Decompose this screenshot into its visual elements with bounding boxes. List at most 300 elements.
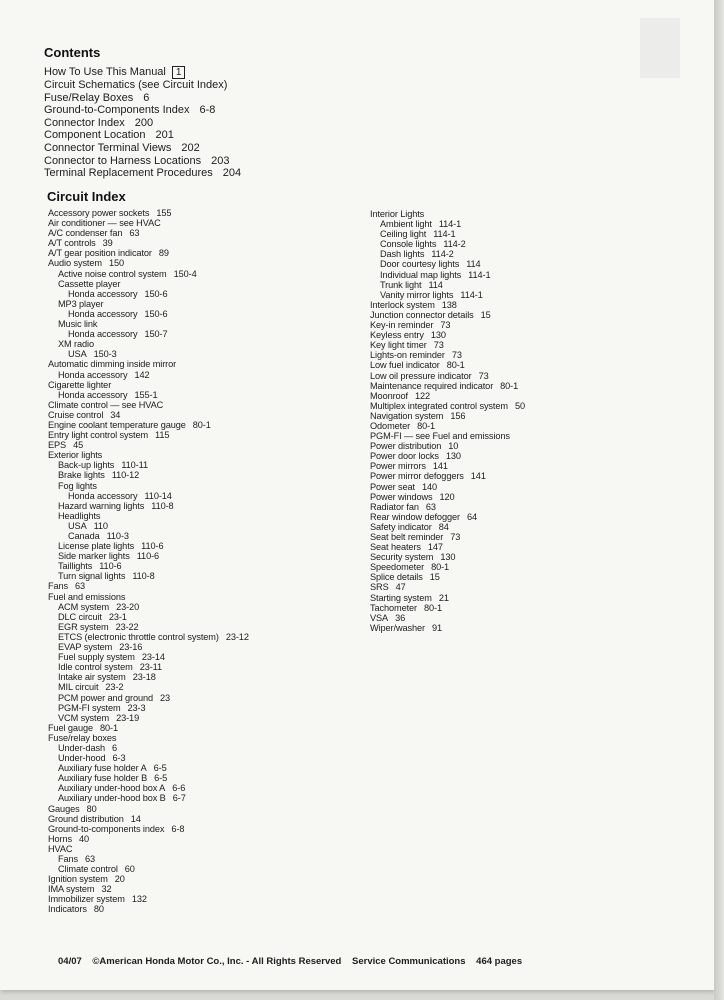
entry-label: Canada	[68, 531, 100, 541]
index-entry	[370, 572, 525, 582]
index-entry	[370, 461, 525, 471]
entry-page-number: 73	[450, 532, 461, 542]
index-entry	[48, 854, 249, 864]
index-entry	[48, 793, 249, 803]
entry-page-number: 141	[432, 461, 448, 472]
index-entry	[48, 763, 249, 773]
entry-page-number: 150-6	[144, 288, 168, 299]
entry-page-number: 114-1	[433, 229, 456, 240]
entry-page-number: 114	[466, 259, 481, 270]
entry-page-number: 155	[156, 208, 172, 218]
index-entry	[370, 502, 525, 512]
entry-page-number: 50	[514, 400, 525, 411]
index-entry	[48, 339, 249, 349]
entry-label: Power mirrors	[370, 461, 426, 472]
index-entry	[370, 249, 525, 259]
entry-label: Auxiliary fuse holder A	[58, 763, 147, 774]
entry-page-number: 73	[433, 340, 444, 351]
entry-page-number: 23-1	[108, 611, 127, 622]
entry-page-number: 63	[425, 501, 436, 512]
index-entry	[48, 370, 249, 380]
entry-label: USA	[68, 520, 87, 531]
entry-page-number: 150	[108, 258, 124, 269]
entry-page-number: 80	[86, 803, 97, 814]
index-entry	[48, 713, 249, 723]
entry-label: Seat belt reminder	[370, 532, 444, 542]
entry-page-number: 73	[478, 370, 489, 381]
index-entry	[370, 421, 525, 431]
entry-page-number: 114-1	[438, 219, 462, 230]
index-entry	[48, 218, 249, 228]
page-footer	[58, 956, 530, 967]
entry-label: Idle control system	[58, 662, 133, 673]
index-entry	[48, 693, 249, 703]
circuit-index-heading: Circuit Index	[47, 189, 126, 204]
entry-page-number: 6	[143, 91, 150, 104]
index-entry	[370, 259, 525, 269]
index-entry	[48, 561, 249, 571]
entry-label: Climate control	[58, 864, 118, 875]
entry-label: Interlock system	[370, 299, 435, 310]
index-entry	[370, 280, 525, 290]
index-entry	[48, 289, 249, 299]
index-entry	[48, 672, 249, 682]
entry-label: Honda accessory	[68, 329, 138, 340]
index-entry	[370, 532, 525, 542]
entry-label: A/T controls	[48, 238, 96, 249]
index-entry	[48, 541, 249, 551]
index-entry	[48, 390, 249, 400]
entry-page-number: 130	[440, 552, 456, 563]
entry-label: Headlights	[58, 510, 101, 521]
entry-page-number: 60	[124, 864, 135, 875]
contents-item	[44, 142, 241, 155]
page-edge	[714, 0, 724, 1000]
entry-page-number: 23-18	[132, 672, 156, 683]
index-entry	[48, 238, 249, 248]
index-entry	[370, 603, 525, 613]
entry-label: VSA	[370, 612, 389, 623]
entry-page-number: 6-8	[171, 823, 185, 834]
index-entry	[370, 431, 525, 441]
index-entry	[370, 360, 525, 370]
entry-page-number: 20	[114, 874, 125, 885]
index-entry	[370, 451, 525, 461]
entry-page-number: 23-16	[119, 642, 143, 653]
entry-label: Power windows	[370, 491, 433, 502]
entry-label: Honda accessory	[68, 288, 138, 299]
entry-label: Immobilizer system	[48, 894, 125, 905]
entry-page-number: 114-1	[468, 269, 491, 280]
entry-page-number: 200	[134, 116, 154, 129]
index-entry	[48, 814, 249, 824]
entry-label: Brake lights	[58, 470, 105, 481]
index-entry	[48, 269, 249, 279]
entry-page-number: 156	[450, 410, 466, 421]
index-entry	[48, 521, 249, 531]
index-entry	[370, 411, 525, 421]
index-entry	[48, 642, 249, 652]
index-entry	[48, 309, 249, 319]
footer-page-count: 464 pages	[476, 956, 523, 967]
index-entry	[48, 511, 249, 521]
entry-label: Entry light control system	[48, 430, 149, 441]
contents-item	[44, 79, 241, 92]
entry-page-number: 73	[440, 320, 451, 331]
entry-label: Individual map lights	[380, 269, 462, 280]
entry-page-number: 140	[421, 481, 437, 492]
index-entry	[370, 441, 525, 451]
contents-item	[44, 117, 241, 130]
entry-page-number: 110-12	[111, 470, 140, 481]
entry-page-number: 110-11	[121, 460, 148, 471]
index-entry	[370, 593, 525, 603]
index-entry	[370, 300, 525, 310]
entry-label: EVAP system	[58, 642, 113, 653]
entry-label: VCM system	[58, 712, 110, 723]
index-entry	[370, 391, 525, 401]
entry-label: Hazard warning lights	[58, 500, 145, 511]
entry-label: Speedometer	[370, 562, 425, 573]
index-entry	[48, 662, 249, 672]
entry-page-number: 23-14	[141, 652, 165, 663]
footer-publisher: Service Communications	[352, 956, 466, 967]
entry-label: Cruise control	[48, 409, 104, 420]
circuit-index-right-column	[370, 209, 525, 633]
index-entry	[370, 310, 525, 320]
entry-label: HVAC	[48, 843, 73, 854]
entry-label: Ambient light	[380, 219, 432, 230]
index-entry	[370, 542, 525, 552]
index-entry	[48, 733, 249, 743]
entry-label: Honda accessory	[68, 308, 138, 319]
index-entry	[48, 571, 249, 581]
index-entry	[370, 330, 525, 340]
entry-page-number: 63	[85, 854, 96, 864]
index-entry	[48, 491, 249, 501]
index-entry	[48, 450, 249, 460]
entry-label: Ground-to-Components Index	[44, 104, 190, 117]
entry-page-number: 6-6	[172, 783, 186, 794]
index-entry	[370, 401, 525, 411]
index-entry	[48, 592, 249, 602]
entry-label: License plate lights	[58, 541, 135, 552]
index-entry	[48, 652, 249, 662]
entry-page-number: 15	[480, 309, 491, 320]
index-entry	[48, 894, 249, 904]
index-entry	[370, 613, 525, 623]
entry-page-number: 80	[93, 904, 104, 915]
contents-list	[44, 66, 241, 180]
entry-page-number: 114-1	[460, 289, 483, 300]
index-entry	[48, 753, 249, 763]
entry-page-number: 110-14	[144, 490, 172, 501]
entry-label: PGM-FI system	[58, 702, 121, 713]
entry-label: EGR system	[58, 621, 109, 632]
index-entry	[48, 349, 249, 359]
entry-page-number: 23-3	[127, 702, 146, 713]
index-entry	[48, 581, 249, 591]
entry-page-number: 23-2	[105, 682, 124, 693]
index-entry	[48, 380, 249, 390]
index-entry	[48, 612, 249, 622]
entry-label: Junction connector details	[370, 309, 474, 320]
entry-label: Ignition system	[48, 874, 108, 885]
entry-label: PCM power and ground	[58, 692, 154, 703]
index-entry	[48, 632, 249, 642]
index-entry	[48, 602, 249, 612]
index-entry	[48, 904, 249, 914]
entry-page-number: 114	[428, 279, 443, 290]
entry-page-number: 110-8	[151, 500, 174, 511]
index-entry	[370, 350, 525, 360]
entry-page-number: 138	[441, 299, 457, 310]
entry-label: ACM system	[58, 601, 110, 612]
entry-page-number: 63	[75, 581, 86, 592]
index-entry	[48, 329, 249, 339]
index-entry	[48, 279, 249, 289]
entry-label: Fuel and emissions	[48, 591, 126, 602]
entry-label: Moonroof	[370, 390, 409, 401]
index-entry	[48, 622, 249, 632]
entry-page-number: 110-6	[141, 541, 164, 552]
entry-label: Lights-on reminder	[370, 350, 445, 361]
entry-page-number: 110-6	[136, 551, 160, 562]
entry-label: Turn signal lights	[58, 571, 126, 582]
entry-page-number: 120	[439, 491, 455, 502]
index-entry	[48, 864, 249, 874]
contents-item	[44, 66, 241, 79]
entry-page-number: 80-1	[424, 602, 442, 613]
entry-label: Accessory power sockets	[48, 208, 150, 218]
entry-label: Splice details	[370, 572, 423, 583]
entry-label: Security system	[370, 552, 434, 563]
index-entry	[370, 492, 525, 502]
entry-page-number: 6-5	[153, 763, 167, 774]
entry-label: Automatic dimming inside mirror	[48, 359, 177, 370]
entry-page-number: 141	[470, 471, 486, 482]
entry-label: Music link	[58, 319, 98, 330]
index-entry	[370, 290, 525, 300]
index-entry	[48, 874, 249, 884]
entry-page-number: 202	[181, 141, 200, 154]
entry-label: Navigation system	[370, 410, 444, 421]
index-entry	[370, 471, 525, 481]
index-entry	[370, 381, 525, 391]
index-entry	[48, 682, 249, 692]
index-entry	[370, 522, 525, 532]
entry-label: Radiator fan	[370, 501, 419, 512]
index-entry	[48, 834, 249, 844]
entry-label: Side marker lights	[58, 551, 130, 562]
index-entry	[48, 420, 249, 430]
entry-page-number: 80-1	[500, 380, 519, 391]
entry-page-number: 23	[160, 692, 171, 703]
entry-label: Cassette player	[58, 278, 121, 289]
index-entry	[370, 239, 525, 249]
index-entry	[48, 440, 249, 450]
entry-label: USA	[68, 349, 87, 360]
footer-copyright: ©American Honda Motor Co., Inc. - All Rights Reserved	[92, 956, 342, 967]
entry-label: Component Location	[44, 129, 146, 142]
index-entry	[48, 703, 249, 713]
entry-page-number: 45	[73, 440, 84, 451]
entry-label: ETCS (electronic throttle control system)	[58, 631, 219, 642]
entry-page-number: 150-7	[144, 329, 168, 340]
index-entry	[48, 470, 249, 480]
entry-label: Tachometer	[370, 602, 417, 613]
entry-label: A/T gear position indicator	[48, 248, 152, 259]
entry-label: IMA system	[48, 884, 95, 895]
entry-page-number: 47	[395, 582, 406, 593]
entry-page-number: 10	[448, 441, 459, 452]
index-entry	[370, 320, 525, 330]
entry-label: Wiper/washer	[370, 622, 425, 633]
entry-label: Safety indicator	[370, 521, 432, 532]
entry-page-number: 150-4	[173, 268, 197, 279]
entry-page-number: 80-1	[99, 722, 118, 733]
entry-page-number: 132	[131, 894, 147, 905]
entry-label: Console lights	[380, 239, 437, 250]
entry-page-number: 80-1	[192, 419, 211, 430]
entry-label: Intake air system	[58, 672, 126, 683]
entry-label: Exterior lights	[48, 450, 103, 461]
entry-page-number: 142	[134, 369, 150, 380]
entry-page-number: 110	[93, 520, 108, 531]
entry-label: Starting system	[370, 592, 432, 603]
entry-page-number: 201	[155, 129, 174, 142]
entry-page-number: 23-19	[116, 712, 140, 723]
entry-page-number: 40	[79, 833, 90, 844]
entry-label: Fans	[48, 581, 69, 592]
entry-page-number: 122	[415, 390, 431, 401]
entry-page-number: 89	[158, 248, 169, 259]
entry-page-number: 155-1	[134, 389, 158, 400]
index-entry	[370, 229, 525, 239]
entry-label: EPS	[48, 440, 67, 451]
entry-page-number: 32	[101, 884, 112, 895]
entry-label: Audio system	[48, 258, 102, 269]
index-entry	[48, 743, 249, 753]
index-entry	[48, 299, 249, 309]
entry-label: Fuel gauge	[48, 722, 93, 733]
contents-item	[44, 167, 241, 180]
entry-label: Under-dash	[58, 742, 106, 753]
index-entry	[370, 482, 525, 492]
entry-label: A/C condenser fan	[48, 228, 123, 239]
entry-label: Auxiliary fuse holder B	[58, 773, 148, 784]
entry-label: Connector to Harness Locations	[44, 154, 202, 167]
index-entry	[48, 531, 249, 541]
index-entry	[48, 551, 249, 561]
entry-label: Seat heaters	[370, 542, 421, 553]
index-entry	[370, 340, 525, 350]
entry-page-number: 110-8	[132, 571, 155, 582]
index-entry	[48, 481, 249, 491]
entry-page-number: 63	[129, 228, 140, 239]
entry-label: Honda accessory	[58, 369, 128, 380]
entry-label: Key light timer	[370, 340, 427, 351]
entry-label: Fuse/Relay Boxes	[44, 91, 134, 104]
entry-page-number: 91	[431, 622, 442, 633]
entry-label: Climate control — see HVAC	[48, 399, 164, 410]
index-entry	[370, 371, 525, 381]
entry-label: Maintenance required indicator	[370, 380, 494, 391]
entry-page-number: 23-12	[225, 631, 249, 642]
index-entry	[370, 512, 525, 522]
entry-page-number: 36	[395, 612, 406, 623]
entry-page-number: 23-20	[116, 601, 140, 612]
entry-label: Interior Lights	[370, 209, 425, 219]
entry-label: Dash lights	[380, 249, 425, 260]
entry-label: DLC circuit	[58, 611, 102, 622]
entry-label: Low oil pressure indicator	[370, 370, 472, 381]
entry-label: Power distribution	[370, 441, 442, 452]
page-tab-shadow	[640, 18, 680, 78]
index-entry	[48, 501, 249, 511]
entry-page-number: 114-2	[431, 249, 454, 260]
entry-page-number: 110-3	[106, 531, 129, 541]
index-entry	[48, 208, 249, 218]
entry-label: Circuit Schematics (see Circuit Index)	[44, 79, 228, 91]
entry-label: Multiplex integrated control system	[370, 400, 508, 411]
entry-page-number: 203	[211, 154, 230, 167]
index-entry	[48, 824, 249, 834]
entry-page-number: 80-1	[431, 562, 450, 573]
index-entry	[48, 773, 249, 783]
entry-label: SRS	[370, 582, 389, 593]
entry-page-number: 80-1	[446, 360, 465, 371]
entry-label: Cigarette lighter	[48, 379, 112, 390]
contents-item	[44, 155, 241, 168]
index-entry	[370, 219, 525, 229]
entry-label: Ground distribution	[48, 813, 124, 824]
entry-page-number: 23-11	[139, 662, 163, 673]
entry-label: Fuse/relay boxes	[48, 732, 117, 743]
entry-page-number: 64	[466, 511, 477, 522]
index-entry	[48, 248, 249, 258]
index-entry	[48, 804, 249, 814]
entry-page-number: 15	[429, 572, 440, 583]
entry-page-number: 147	[427, 542, 443, 553]
entry-label: How To Use This Manual	[44, 66, 166, 78]
contents-item	[44, 92, 241, 105]
index-entry	[48, 400, 249, 410]
entry-page-number: 73	[451, 350, 462, 361]
index-entry	[370, 552, 525, 562]
entry-label: Auxiliary under-hood box B	[58, 793, 166, 804]
entry-label: Auxiliary under-hood box A	[58, 783, 166, 794]
entry-page-number: 6-5	[154, 773, 168, 784]
entry-label: Power mirror defoggers	[370, 471, 464, 482]
entry-page-number: 115	[155, 430, 170, 441]
entry-label: Key-in reminder	[370, 320, 434, 331]
entry-page-number: 150-6	[144, 308, 168, 319]
entry-label: Connector Index	[44, 116, 125, 129]
entry-page-number: 21	[438, 592, 449, 603]
entry-page-number: 130	[430, 330, 446, 341]
footer-date: 04/07	[58, 956, 82, 967]
index-entry	[48, 319, 249, 329]
entry-label: Fog lights	[58, 480, 97, 491]
contents-item	[44, 104, 241, 117]
entry-page-number: 23-22	[115, 621, 139, 632]
entry-label: Power door locks	[370, 451, 439, 462]
entry-label: Ceiling light	[380, 229, 427, 240]
entry-label: Fans	[58, 854, 79, 864]
entry-label: Trunk light	[380, 279, 422, 290]
entry-page-number: 14	[130, 813, 141, 824]
